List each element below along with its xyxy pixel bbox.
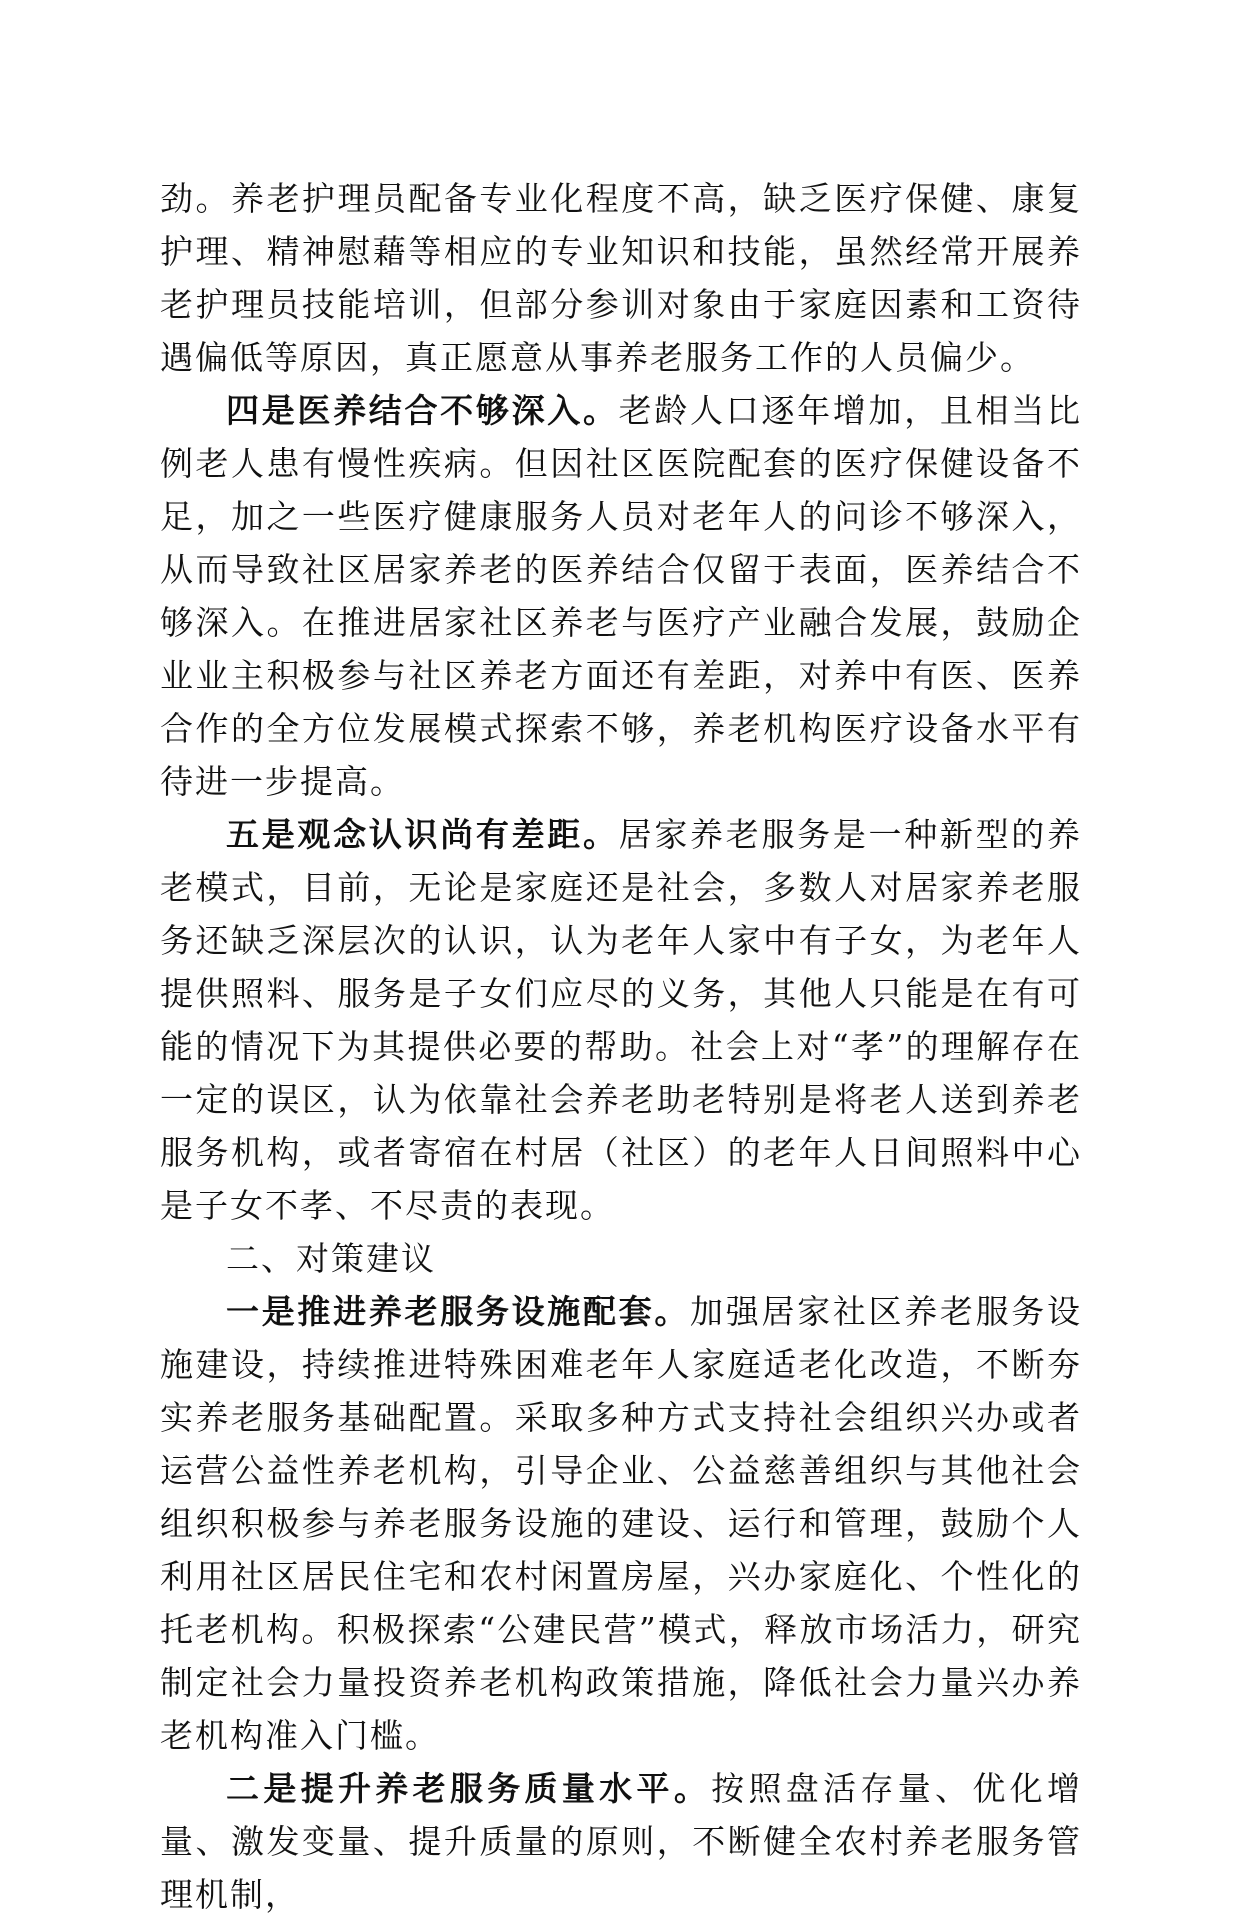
paragraph-continuation: [160, 172, 1082, 384]
document-page: [160, 172, 1082, 1921]
paragraph-lead: 一是推进养老服务设施配套。: [226, 1292, 691, 1331]
paragraph-lead: 二是提升养老服务质量水平。: [226, 1769, 712, 1808]
paragraph-text: 按照盘活存量、优化增量、激发变量、提升质量的原则，不断健全农村养老服务管理机制，: [160, 1769, 1083, 1914]
section-heading: 二、对策建议: [226, 1239, 436, 1278]
paragraph-medical-care-integration: [160, 384, 1082, 808]
paragraph-lead: 五是观念认识尚有差距。: [226, 815, 619, 854]
paragraph-lead: 四是医养结合不够深入。: [226, 391, 619, 430]
paragraph-service-quality: [160, 1762, 1082, 1921]
paragraph-facilities: [160, 1285, 1082, 1762]
paragraph-awareness-gap: [160, 808, 1082, 1232]
paragraph-text: 居家养老服务是一种新型的养老模式，目前，无论是家庭还是社会，多数人对居家养老服务还缺乏深层次的认识，认为老年人家中有子女，为老年人提供照料、服务是子女们应尽的义务，其他人只能是在有可能的情况下为其提供必要的帮助。社会上对“孝”的理解存在一定的误区，认为依靠社会养老助老特别是将老人送到养老服务机构，或者寄宿在村居（社区）的老年人日间照料中心是子女不孝、不尽责的表现。: [160, 815, 1083, 1225]
paragraph-text: 劲。养老护理员配备专业化程度不高，缺乏医疗保健、康复护理、精神慰藉等相应的专业知识和技能，虽然经常开展养老护理员技能培训，但部分参训对象由于家庭因素和工资待遇偏低等原因，真正愿意从事养老服务工作的人员偏少。: [160, 179, 1082, 377]
paragraph-text: 加强居家社区养老服务设施建设，持续推进特殊困难老年人家庭适老化改造，不断夯实养老服务基础配置。采取多种方式支持社会组织兴办或者运营公益性养老机构，引导企业、公益慈善组织与其他社会组织积极参与养老服务设施的建设、运行和管理，鼓励个人利用社区居民住宅和农村闲置房屋，兴办家庭化、个性化的托老机构。积极探索“公建民营”模式，释放市场活力，研究制定社会力量投资养老机构政策措施，降低社会力量兴办养老机构准入门槛。: [160, 1292, 1083, 1755]
paragraph-text: 老龄人口逐年增加，且相当比例老人患有慢性疾病。但因社区医院配套的医疗保健设备不足，加之一些医疗健康服务人员对老年人的问诊不够深入，从而导致社区居家养老的医养结合仅留于表面，医养结合不够深入。在推进居家社区养老与医疗产业融合发展，鼓励企业业主积极参与社区养老方面还有差距，对养中有医、医养合作的全方位发展模式探索不够，养老机构医疗设备水平有待进一步提高。: [160, 391, 1083, 801]
